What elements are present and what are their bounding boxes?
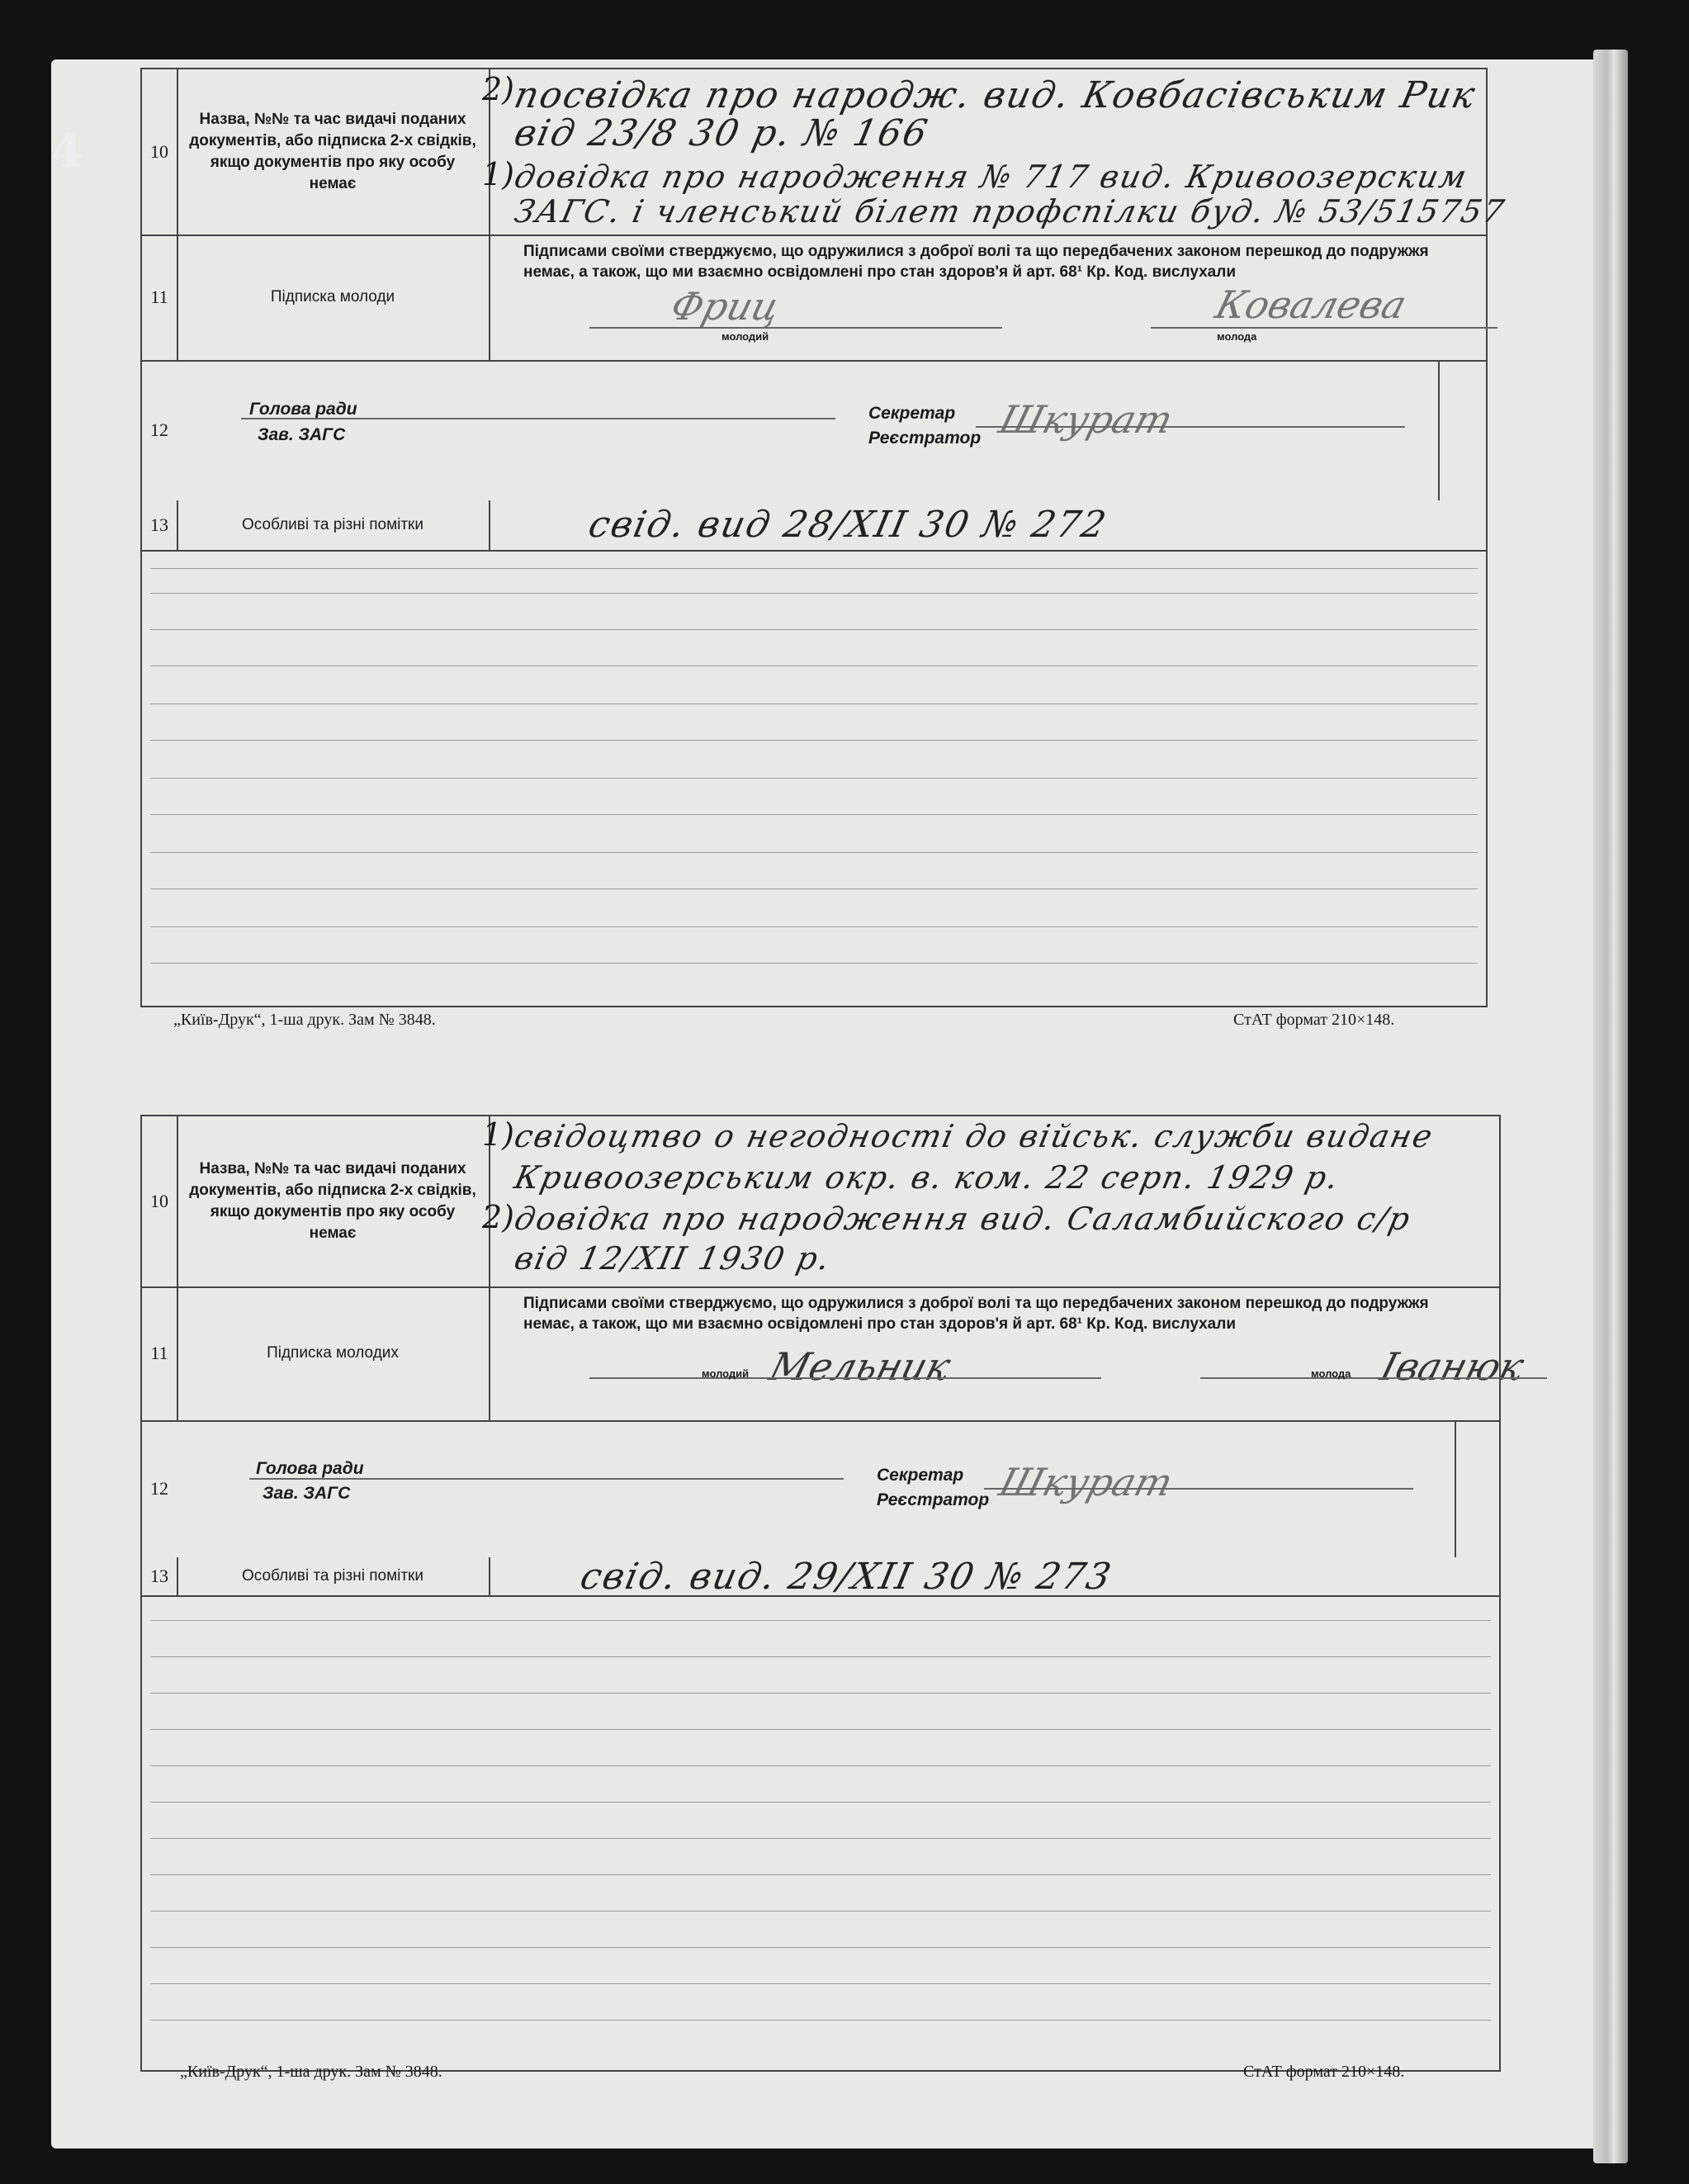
corner-mark: 4 xyxy=(51,124,83,178)
row-number: 12 xyxy=(150,1478,168,1499)
bride-line xyxy=(1151,327,1497,329)
head-title: Голова ради xyxy=(256,1459,364,1478)
groom-signature: Мельник xyxy=(764,1344,956,1389)
row-signatures xyxy=(142,1286,1529,1422)
registrar-line xyxy=(984,1488,1413,1490)
row-documents xyxy=(142,69,1509,236)
signatures-value xyxy=(490,235,1486,360)
registrar-signature: Шкурат xyxy=(994,397,1178,442)
groom-caption: молодий xyxy=(721,330,769,343)
row-label: Особливі та різні помітки xyxy=(177,500,490,550)
head-line xyxy=(249,1478,844,1480)
marriage-record-top xyxy=(140,68,1509,1007)
format-note: СтАТ формат 210×148. xyxy=(1233,1011,1395,1029)
handwritten-line: посвідка про народж. вид. Ковбасівським Рик xyxy=(510,74,1480,116)
row-number: 11 xyxy=(142,1286,178,1420)
groom-line xyxy=(589,1377,1101,1379)
row-officials xyxy=(142,1420,1499,1557)
groom-line xyxy=(589,327,1002,329)
handwritten-line: ЗАГС. і членський білет профспілки буд. № 53/515757 xyxy=(511,193,1509,230)
row-officials xyxy=(142,360,1486,500)
oath-text: Підписами своїми стверджуємо, що одружилися з доброї волі та що передбачених законом перешкод до подружжя немає, а також, що ми взаємно освідомлені про стан здоров'я й арт. 68¹ Кр. Код. вислухали xyxy=(523,1295,1429,1333)
item-number: 1) xyxy=(482,156,515,192)
printer-note: „Київ-Друк“, 1-ша друк. Зам № 3848. xyxy=(173,1011,436,1029)
row-label: Назва, №№ та час видачі поданих документів, або підписка 2-х свідків, якщо документів про яку особу немає xyxy=(177,69,490,235)
handwritten-line: свідоцтво о негодності до військ. служби видане xyxy=(511,1118,1437,1154)
page-edge xyxy=(1593,50,1628,2163)
registrar-label: Реєстратор xyxy=(877,1490,990,1509)
handwritten-line: довідка про народження № 717 вид. Кривоозерским xyxy=(511,159,1472,195)
bride-caption: молода xyxy=(1311,1367,1351,1380)
item-number: 1) xyxy=(482,1116,515,1153)
handwritten-note: свід. вид 28/XII 30 № 272 xyxy=(584,504,1111,546)
row-label: Підписка молодих xyxy=(177,1286,490,1420)
head-line xyxy=(241,418,835,419)
format-note: СтАТ формат 210×148. xyxy=(1243,2063,1405,2081)
head-subtitle: Зав. ЗАГС xyxy=(263,1484,351,1503)
handwritten-line: Кривоозерським окр. в. ком. 22 серп. 1929 р. xyxy=(511,1159,1343,1196)
printer-note: „Київ-Друк“, 1-ша друк. Зам № 3848. xyxy=(180,2063,442,2081)
bride-signature: Ковалева xyxy=(1210,282,1412,327)
registrar-label: Реєстратор xyxy=(868,429,982,448)
marriage-record-bottom xyxy=(140,1115,1529,2072)
row-label: Назва, №№ та час видачі поданих документів, або підписка 2-х свідків, якщо документів про яку особу немає xyxy=(177,1116,490,1286)
handwritten-line: довідка про народження вид. Саламбийского с/р xyxy=(511,1201,1415,1237)
row-number: 11 xyxy=(142,235,178,360)
secretary-label: Секретар xyxy=(877,1466,964,1485)
documents-value xyxy=(482,1116,1499,1286)
row-signatures xyxy=(142,235,1486,362)
bride-line xyxy=(1200,1377,1547,1379)
handwritten-line: від 12/XII 1930 р. xyxy=(511,1240,835,1277)
bride-signature: Іванюк xyxy=(1375,1344,1529,1389)
registrar-signature: Шкурат xyxy=(994,1460,1178,1504)
row-number: 10 xyxy=(142,1116,178,1286)
row-label: Підписка молоди xyxy=(177,235,490,360)
row-number: 13 xyxy=(142,1557,178,1595)
row-notes xyxy=(142,1557,1499,1597)
groom-caption: молодий xyxy=(702,1367,750,1380)
head-subtitle: Зав. ЗАГС xyxy=(258,425,346,444)
documents-value xyxy=(482,69,1509,235)
handwritten-note: свід. вид. 29/XII 30 № 273 xyxy=(576,1556,1116,1598)
head-title: Голова ради xyxy=(249,400,357,419)
row-notes xyxy=(142,500,1486,552)
secretary-label: Секретар xyxy=(868,404,956,423)
registrar-line xyxy=(976,426,1405,428)
row-label: Особливі та різні помітки xyxy=(177,1557,490,1595)
row-documents xyxy=(142,1116,1499,1288)
bride-caption: молода xyxy=(1217,330,1257,343)
signatures-value xyxy=(490,1286,1529,1420)
oath-text: Підписами своїми стверджуємо, що одружилися з доброї волі та що передбачених законом перешкод до подружжя немає, а також, що ми взаємно освідомлені про стан здоров'я й арт. 68¹ Кр. Код. вислухали xyxy=(523,243,1429,281)
row-number: 13 xyxy=(142,500,178,550)
row-number: 12 xyxy=(150,419,168,440)
handwritten-line: від 23/8 30 р. № 166 xyxy=(510,112,933,154)
groom-signature: Фриц xyxy=(665,284,785,329)
item-number: 2) xyxy=(482,1199,515,1235)
row-number: 10 xyxy=(142,69,178,235)
item-number: 2) xyxy=(482,71,515,107)
